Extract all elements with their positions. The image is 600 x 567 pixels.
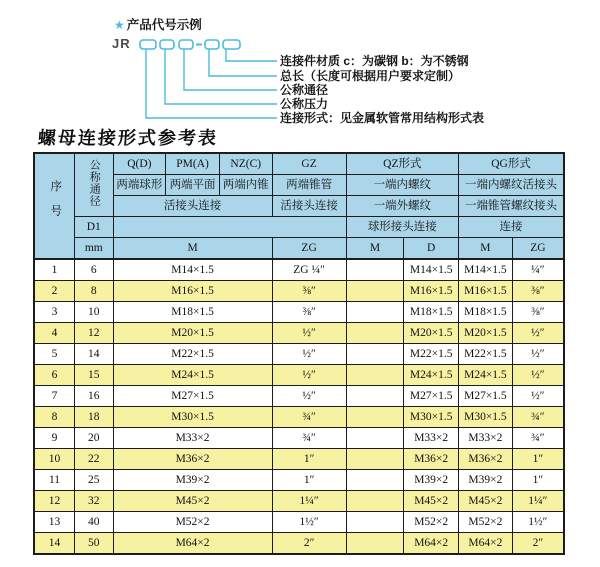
table-row — [34, 259, 564, 281]
cell-dn: 25 — [75, 470, 114, 491]
cell-seq: 3 — [34, 302, 75, 323]
cell-seq: 2 — [34, 281, 75, 302]
cell-zg-thread: ZG ¼″ — [272, 259, 346, 281]
cell-seq: 4 — [34, 323, 75, 344]
cell-qg-m: M18×1.5 — [459, 302, 513, 323]
header-qz-d: D — [404, 238, 459, 260]
cell-qz-m — [346, 365, 404, 386]
header-qz-sub2: 一端外螺纹 — [346, 196, 458, 217]
cell-qz-m — [346, 259, 404, 281]
cell-qg-zg: 1″ — [512, 470, 564, 491]
table-row — [34, 344, 564, 365]
cell-qg-m: M52×2 — [459, 512, 513, 533]
header-gz-sub: 两端锥管 — [272, 175, 346, 196]
code-label-diameter: 公称通径 — [280, 83, 329, 97]
cell-qg-zg: ⅜″ — [512, 281, 564, 302]
cell-zg-thread: 1½″ — [272, 512, 346, 533]
cell-qg-zg: ½″ — [512, 365, 564, 386]
cell-qg-zg: ½″ — [512, 344, 564, 365]
header-d1: D1 — [75, 217, 114, 238]
header-nz-sub: 两端内锥 — [219, 175, 272, 196]
cell-qg-zg: ½″ — [512, 386, 564, 407]
cell-dn: 40 — [75, 512, 114, 533]
cell-zg-thread: ½″ — [272, 365, 346, 386]
diagram-title-text: 产品代号示例 — [126, 18, 202, 32]
cell-qg-m: M16×1.5 — [459, 281, 513, 302]
cell-qz-d: M22×1.5 — [404, 344, 459, 365]
cell-qz-d: M36×2 — [404, 449, 459, 470]
cell-qz-m — [346, 281, 404, 302]
cell-qg-zg: ½″ — [512, 323, 564, 344]
cell-qz-d: M20×1.5 — [404, 323, 459, 344]
cell-seq: 9 — [34, 428, 75, 449]
cell-seq: 13 — [34, 512, 75, 533]
header-left-conn: 活接头连接 — [113, 196, 272, 217]
cell-dn: 32 — [75, 491, 114, 512]
cell-seq: 14 — [34, 533, 75, 555]
cell-dn: 18 — [75, 407, 114, 428]
cell-qg-m: M39×2 — [459, 470, 513, 491]
table-row — [34, 512, 564, 533]
code-label-connection: 连接形式：见金属软管常用结构形式表 — [280, 111, 485, 125]
code-label-material: 连接件材质 c：为碳钢 b：为不锈钢 — [280, 54, 469, 68]
cell-qz-d: M52×2 — [404, 512, 459, 533]
cell-dn: 8 — [75, 281, 114, 302]
table-row — [34, 365, 564, 386]
cell-qg-zg: 1″ — [512, 449, 564, 470]
cell-qg-m: M27×1.5 — [459, 386, 513, 407]
cell-qg-m: M45×2 — [459, 491, 513, 512]
header-qg-conn: 连接 — [459, 217, 564, 238]
cell-qg-m: M30×1.5 — [459, 407, 513, 428]
cell-qz-m — [346, 302, 404, 323]
cell-qz-d: M45×2 — [404, 491, 459, 512]
header-dn: 公称通径 — [75, 153, 114, 217]
cell-seq: 10 — [34, 449, 75, 470]
header-col-gz: GZ — [272, 153, 346, 175]
code-box-2 — [160, 40, 174, 49]
cell-dn: 16 — [75, 386, 114, 407]
cell-m-thread: M33×2 — [113, 428, 272, 449]
cell-qg-m: M36×2 — [459, 449, 513, 470]
cell-qz-d: M27×1.5 — [404, 386, 459, 407]
header-qg-sub2: 一端锥管螺纹接头 — [459, 196, 564, 217]
cell-zg-thread: ¾″ — [272, 428, 346, 449]
cell-qg-m: M24×1.5 — [459, 365, 513, 386]
table-row — [34, 533, 564, 555]
cell-qz-d: M16×1.5 — [404, 281, 459, 302]
cell-qz-m — [346, 407, 404, 428]
cell-seq: 1 — [34, 259, 75, 281]
cell-qz-d: M33×2 — [404, 428, 459, 449]
cell-qz-m — [346, 323, 404, 344]
header-unit: mm — [75, 238, 114, 260]
cell-seq: 7 — [34, 386, 75, 407]
cell-zg-thread: ½″ — [272, 386, 346, 407]
table-header — [34, 153, 564, 259]
cell-m-thread: M16×1.5 — [113, 281, 272, 302]
cell-dn: 14 — [75, 344, 114, 365]
cell-zg-thread: ¾″ — [272, 407, 346, 428]
cell-qz-m — [346, 512, 404, 533]
cell-qg-m: M64×2 — [459, 533, 513, 555]
cell-qg-zg: ¾″ — [512, 407, 564, 428]
cell-m-thread: M36×2 — [113, 449, 272, 470]
cell-m-thread: M18×1.5 — [113, 302, 272, 323]
cell-dn: 22 — [75, 449, 114, 470]
header-pm-sub: 两端平面 — [166, 175, 220, 196]
cell-seq: 8 — [34, 407, 75, 428]
table-row — [34, 491, 564, 512]
cell-m-thread: M39×2 — [113, 470, 272, 491]
header-qg-m: M — [459, 238, 513, 260]
header-seq: 序号 — [34, 153, 75, 259]
table-row — [34, 281, 564, 302]
cell-qg-m: M22×1.5 — [459, 344, 513, 365]
header-qg-zg: ZG — [512, 238, 564, 260]
cell-zg-thread: 2″ — [272, 533, 346, 555]
header-col-q: Q(D) — [113, 153, 166, 175]
cell-seq: 12 — [34, 491, 75, 512]
header-qz-conn: 球形接头连接 — [346, 217, 458, 238]
cell-qg-zg: ¼″ — [512, 259, 564, 281]
cell-qz-m — [346, 533, 404, 555]
cell-qz-m — [346, 470, 404, 491]
table-row — [34, 386, 564, 407]
cell-qz-m — [346, 449, 404, 470]
table-row — [34, 323, 564, 344]
cell-qg-zg: ⅜″ — [512, 302, 564, 323]
cell-zg-thread: ⅜″ — [272, 302, 346, 323]
cell-qg-zg: 1½″ — [512, 512, 564, 533]
cell-qz-m — [346, 428, 404, 449]
code-label-length: 总长（长度可根据用户要求定制） — [280, 69, 461, 83]
cell-qz-d: M14×1.5 — [404, 259, 459, 281]
cell-seq: 5 — [34, 344, 75, 365]
header-blank — [113, 217, 346, 238]
cell-m-thread: M20×1.5 — [113, 323, 272, 344]
code-box-5 — [223, 40, 240, 49]
cell-dn: 12 — [75, 323, 114, 344]
header-m-merged: M — [113, 238, 272, 260]
cell-qz-m — [346, 386, 404, 407]
table-row — [34, 302, 564, 323]
cell-seq: 11 — [34, 470, 75, 491]
code-label-pressure: 公称压力 — [280, 97, 329, 111]
cell-qg-m: M20×1.5 — [459, 323, 513, 344]
nut-connection-table — [33, 152, 565, 555]
header-col-pm: PM(A) — [166, 153, 220, 175]
connector-line-3 — [184, 49, 277, 90]
cell-dn: 15 — [75, 365, 114, 386]
cell-zg-thread: 1″ — [272, 449, 346, 470]
cell-qg-zg: 2″ — [512, 533, 564, 555]
cell-qz-d: M18×1.5 — [404, 302, 459, 323]
table-row — [34, 428, 564, 449]
table-row — [34, 407, 564, 428]
cell-zg-thread: ½″ — [272, 344, 346, 365]
cell-m-thread: M45×2 — [113, 491, 272, 512]
table-title: 螺母连接形式参考表 — [37, 128, 219, 149]
cell-m-thread: M27×1.5 — [113, 386, 272, 407]
cell-qz-d: M39×2 — [404, 470, 459, 491]
cell-m-thread: M30×1.5 — [113, 407, 272, 428]
header-col-qz: QZ形式 — [346, 153, 458, 175]
code-box-1 — [140, 40, 156, 49]
header-qz-sub1: 一端内螺纹 — [346, 175, 458, 196]
code-prefix: JR — [112, 36, 131, 51]
header-qg-sub1: 一端内螺纹活接头 — [459, 175, 564, 196]
cell-dn: 50 — [75, 533, 114, 555]
header-zg-col: ZG — [272, 238, 346, 260]
header-qz-m: M — [346, 238, 404, 260]
cell-seq: 6 — [34, 365, 75, 386]
connector-line-2 — [209, 49, 277, 76]
cell-zg-thread: ½″ — [272, 323, 346, 344]
cell-qg-m: M14×1.5 — [459, 259, 513, 281]
cell-zg-thread: 1″ — [272, 470, 346, 491]
table-body — [34, 259, 564, 554]
cell-qz-d: M24×1.5 — [404, 365, 459, 386]
table-row — [34, 470, 564, 491]
cell-qz-d: M64×2 — [404, 533, 459, 555]
header-q-sub: 两端球形 — [113, 175, 166, 196]
header-col-nz: NZ(C) — [219, 153, 272, 175]
star-icon: ★ — [114, 18, 125, 32]
cell-m-thread: M22×1.5 — [113, 344, 272, 365]
cell-qz-d: M30×1.5 — [404, 407, 459, 428]
code-box-3 — [179, 40, 193, 49]
code-box-4 — [205, 40, 219, 49]
cell-m-thread: M14×1.5 — [113, 259, 272, 281]
table-row — [34, 449, 564, 470]
cell-qz-m — [346, 491, 404, 512]
cell-dn: 20 — [75, 428, 114, 449]
cell-qg-m: M33×2 — [459, 428, 513, 449]
cell-zg-thread: ⅜″ — [272, 281, 346, 302]
header-gz-conn: 活接头连接 — [272, 196, 346, 217]
cell-qg-zg: 1¼″ — [512, 491, 564, 512]
header-col-qg: QG形式 — [459, 153, 564, 175]
cell-m-thread: M64×2 — [113, 533, 272, 555]
cell-m-thread: M24×1.5 — [113, 365, 272, 386]
cell-dn: 10 — [75, 302, 114, 323]
cell-dn: 6 — [75, 259, 114, 281]
connector-line-1 — [226, 49, 277, 61]
cell-m-thread: M52×2 — [113, 512, 272, 533]
cell-qz-m — [346, 344, 404, 365]
cell-zg-thread: 1¼″ — [272, 491, 346, 512]
cell-qg-zg: ¾″ — [512, 428, 564, 449]
